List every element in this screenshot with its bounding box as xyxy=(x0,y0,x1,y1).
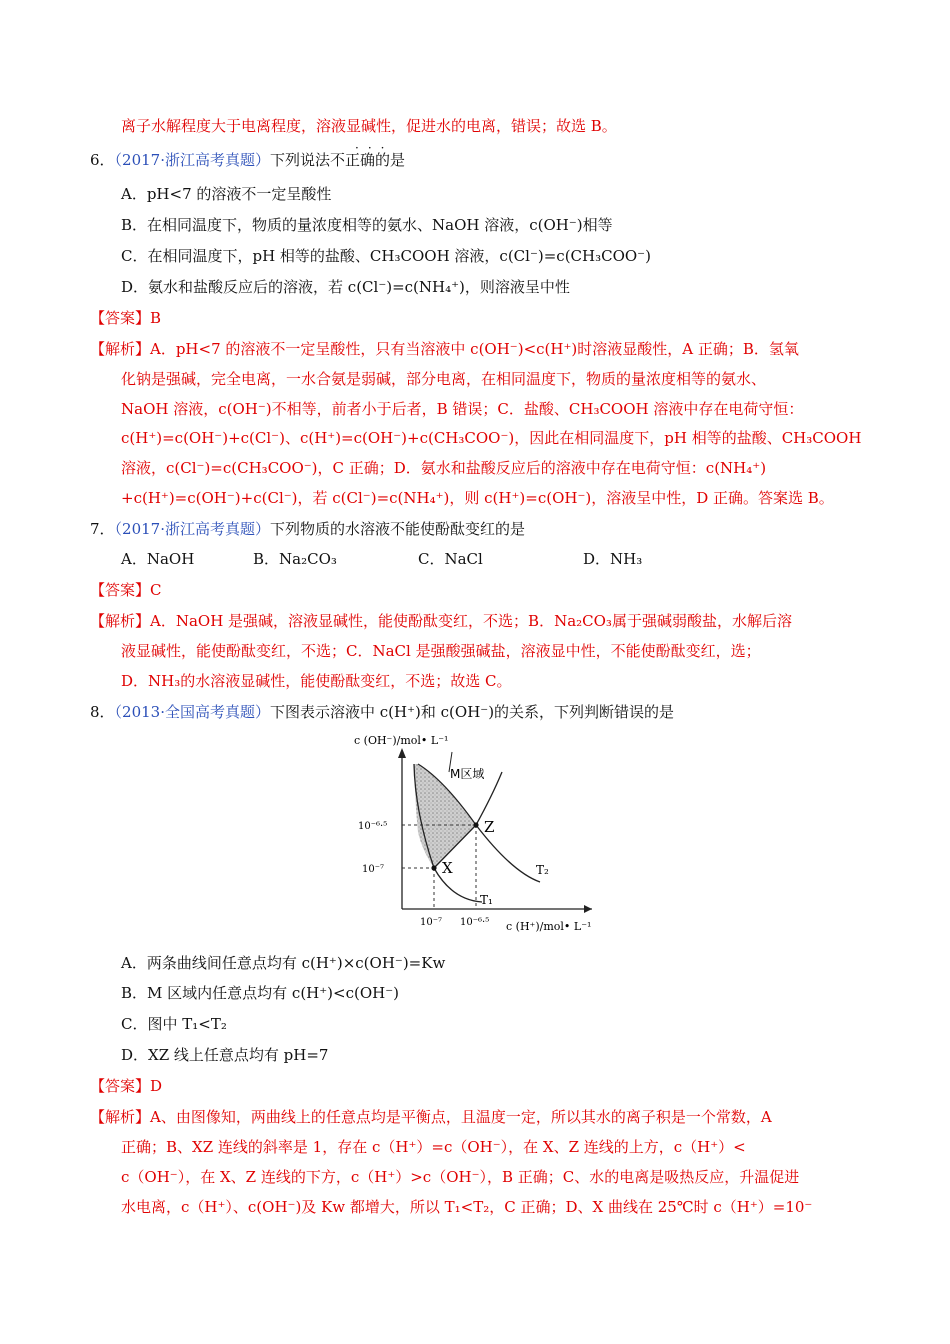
x-tick-low: 10⁻⁷ xyxy=(420,917,443,928)
option-c: C．图中 T₁<T₂ xyxy=(121,1015,227,1033)
question-stem: 下图表示溶液中 c(H⁺)和 c(OH⁻)的关系，下列判断错误的是 xyxy=(270,703,675,721)
answer: 【答案】B xyxy=(90,309,162,327)
explanation-line: 液显碱性，能使酚酞变红，不选；C．NaCl 是强酸强碱盐，溶液显中性，不能使酚酞变红，选； xyxy=(121,642,761,660)
question-source: （2013·全国高考真题） xyxy=(114,703,270,721)
question-number: 6． xyxy=(90,151,115,169)
curve-t2-label: T₂ xyxy=(536,863,549,877)
option-c: C．在相同温度下，pH 相等的盐酸、CH₃COOH 溶液，c(Cl⁻)=c(CH₃COO⁻) xyxy=(121,247,651,265)
emphasis-dots: ··· xyxy=(355,141,394,155)
option-c: C．NaCl xyxy=(418,550,483,568)
explanation-line: 水电离，c（H⁺）、c(OH⁻)及 Kw 都增大，所以 T₁<T₂，C 正确；D、X 曲线在 25℃时 c（H⁺）=10⁻ xyxy=(121,1198,813,1216)
y-tick-high: 10⁻⁶·⁵ xyxy=(358,821,388,832)
x-axis-label: c (H⁺)/mol• L⁻¹ xyxy=(506,920,592,933)
explanation-line: c（OH⁻），在 X、Z 连线的下方，c（H⁺）>c（OH⁻），B 正确；C、水的电离是吸热反应，升温促进 xyxy=(121,1168,800,1186)
option-a: A．NaOH xyxy=(121,550,195,568)
y-tick-low: 10⁻⁷ xyxy=(362,864,385,875)
question-number: 7． xyxy=(90,520,115,538)
question-number: 8． xyxy=(90,703,115,721)
x-tick-high: 10⁻⁶·⁵ xyxy=(460,917,490,928)
question-stem: 下列说法不正确的是 xyxy=(270,151,406,169)
point-x-marker xyxy=(431,865,436,870)
y-axis-label: c (OH⁻)/mol• L⁻¹ xyxy=(354,734,449,747)
point-z-marker xyxy=(473,822,478,827)
point-z-label: Z xyxy=(484,818,495,836)
option-d: D．氨水和盐酸反应后的溶液，若 c(Cl⁻)=c(NH₄⁺)，则溶液呈中性 xyxy=(121,278,570,296)
region-label: M区域 xyxy=(450,767,485,781)
explanation-line: +c(H⁺)=c(OH⁻)+c(Cl⁻)，若 c(Cl⁻)=c(NH₄⁺)，则 c(H⁺)=c(OH⁻)，溶液呈中性，D 正确。答案选 B。 xyxy=(121,489,834,507)
curve-t1-label: T₁ xyxy=(480,893,493,907)
question-source: （2017·浙江高考真题） xyxy=(114,151,270,169)
question-8 xyxy=(90,702,674,722)
option-d: D．NH₃ xyxy=(583,550,643,568)
explanation-line: D．NH₃的水溶液显碱性，能使酚酞变红，不选；故选 C。 xyxy=(121,672,512,690)
x-axis-arrow xyxy=(584,905,592,913)
explanation-line: 【解析】A．NaOH 是强碱，溶液显碱性，能使酚酞变红，不选；B．Na₂CO₃属于强碱弱酸盐，水解后溶 xyxy=(90,612,792,630)
point-x-label: X xyxy=(442,859,453,877)
option-b: B．Na₂CO₃ xyxy=(253,550,337,568)
explanation-line: 溶液，c(Cl⁻)=c(CH₃COO⁻)，C 正确；D．氨水和盐酸反应后的溶液中存在电荷守恒：c(NH₄⁺) xyxy=(121,459,767,477)
option-b: B．在相同温度下，物质的量浓度相等的氨水、NaOH 溶液，c(OH⁻)相等 xyxy=(121,216,613,234)
option-d: D．XZ 线上任意点均有 pH=7 xyxy=(121,1046,329,1064)
explanation-line: 【解析】A、由图像知，两曲线上的任意点均是平衡点，且温度一定，所以其水的离子积是一个常数，A xyxy=(90,1108,772,1126)
question-source: （2017·浙江高考真题） xyxy=(114,520,270,538)
kw-diagram xyxy=(352,732,600,937)
option-b: B．M 区域内任意点均有 c(H⁺)<c(OH⁻) xyxy=(121,984,399,1002)
explanation-line: 正确；B、XZ 连线的斜率是 1，存在 c（H⁺）=c（OH⁻），在 X、Z 连线的上方，c（H⁺）< xyxy=(121,1138,746,1156)
explanation-line: NaOH 溶液，c(OH⁻)不相等，前者小于后者，B 错误；C．盐酸、CH₃COOH 溶液中存在电荷守恒： xyxy=(121,400,804,418)
explanation-line: 【解析】A．pH<7 的溶液不一定呈酸性，只有当溶液中 c(OH⁻)<c(H⁺)时溶液显酸性，A 正确；B．氢氧 xyxy=(90,340,799,358)
option-a: A．pH<7 的溶液不一定呈酸性 xyxy=(121,185,332,203)
answer: 【答案】D xyxy=(90,1077,163,1095)
explanation-line: 离子水解程度大于电离程度，溶液显碱性，促进水的电离，错误；故选 B。 xyxy=(121,117,617,135)
explanation-line: c(H⁺)=c(OH⁻)+c(Cl⁻)、c(H⁺)=c(OH⁻)+c(CH₃COO⁻)，因此在相同温度下，pH 相等的盐酸、CH₃COOH xyxy=(121,429,862,447)
option-a: A．两条曲线间任意点均有 c(H⁺)×c(OH⁻)=Kw xyxy=(121,954,446,972)
question-stem: 下列物质的水溶液不能使酚酞变红的是 xyxy=(270,520,526,538)
y-axis-arrow xyxy=(398,748,406,758)
answer: 【答案】C xyxy=(90,581,162,599)
explanation-line: 化钠是强碱，完全电离，一水合氨是弱碱，部分电离，在相同温度下，物质的量浓度相等的氨水、 xyxy=(121,370,767,388)
question-7 xyxy=(90,519,525,539)
